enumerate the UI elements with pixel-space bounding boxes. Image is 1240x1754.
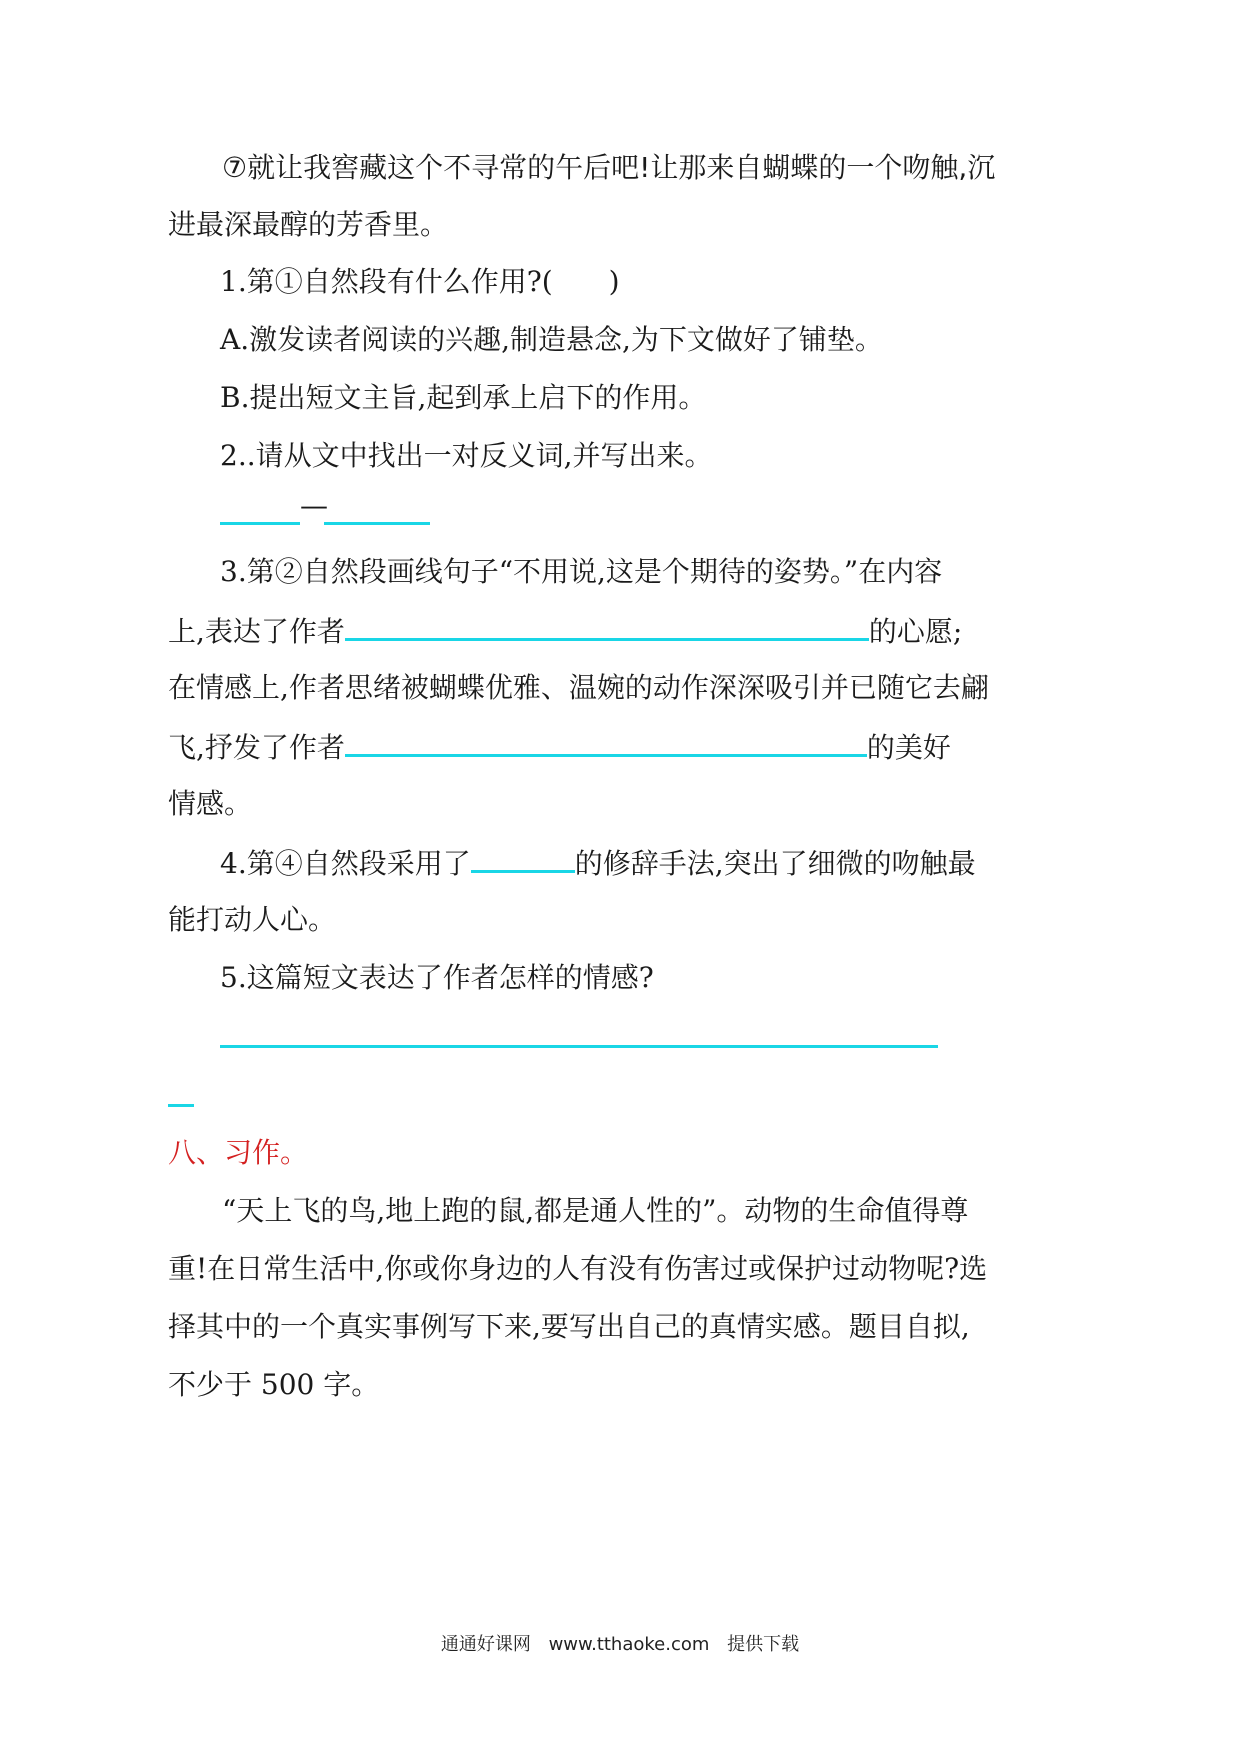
q3-line2-pre: 上,表达了作者	[168, 615, 345, 648]
page-footer	[0, 1630, 1240, 1656]
q3-blank-feeling[interactable]	[345, 726, 867, 757]
footer-note: 提供下载	[727, 1634, 800, 1655]
q1-prompt: 1.第①自然段有什么作用?( )	[220, 265, 620, 298]
passage-p7-line2: 进最深最醇的芳香里。	[168, 208, 449, 241]
q3-line2	[168, 610, 962, 652]
q4-line1-pre: 4.第④自然段采用了	[220, 847, 471, 880]
q1-option-b: B.提出短文主旨,起到承上启下的作用。	[220, 381, 707, 414]
section8-line4: 不少于 500 字。	[168, 1368, 380, 1401]
footer-url[interactable]: www.tthaoke.com	[548, 1634, 710, 1655]
q3-line4-post: 的美好	[866, 731, 951, 764]
footer-site-name: 通通好课网	[440, 1634, 531, 1655]
q4-line1	[220, 842, 976, 884]
q2-answer-blank-2[interactable]	[324, 522, 430, 525]
q5-answer-line[interactable]	[220, 1045, 938, 1048]
passage-p7-line1: ⑦就让我窖藏这个不寻常的午后吧!让那来自蝴蝶的一个吻触,沉	[222, 151, 996, 184]
q4-blank-rhetoric[interactable]	[471, 842, 575, 873]
q3-line5: 情感。	[168, 787, 253, 820]
section8-heading: 八、习作。	[168, 1136, 309, 1169]
section8-line2: 重!在日常生活中,你或你身边的人有没有伤害过或保护过动物呢?选	[168, 1252, 988, 1285]
q3-line3: 在情感上,作者思绪被蝴蝶优雅、温婉的动作深深吸引并已随它去翩	[168, 671, 989, 704]
q3-blank-wish[interactable]	[345, 610, 869, 641]
q5-answer-line-continued[interactable]	[168, 1104, 194, 1107]
q4-line1-post: 的修辞手法,突出了细微的吻触最	[574, 847, 976, 880]
q2-prompt: 2..请从文中找出一对反义词,并写出来。	[220, 439, 713, 472]
q3-line4-pre: 飞,抒发了作者	[168, 731, 345, 764]
q1-option-a: A.激发读者阅读的兴趣,制造悬念,为下文做好了铺垫。	[220, 323, 883, 356]
q5-prompt: 5.这篇短文表达了作者怎样的情感?	[220, 961, 654, 994]
q4-line2: 能打动人心。	[168, 903, 337, 936]
q2-answer-blank-1[interactable]	[220, 522, 300, 525]
q3-line2-post: 的心愿;	[868, 615, 963, 648]
q2-dash: —	[300, 489, 328, 522]
section8-line1: “天上飞的鸟,地上跑的鼠,都是通人性的”。动物的生命值得尊	[222, 1194, 969, 1227]
q3-line4	[168, 726, 951, 768]
q3-line1: 3.第②自然段画线句子“不用说,这是个期待的姿势。”在内容	[220, 555, 943, 588]
section8-line3: 择其中的一个真实事例写下来,要写出自己的真情实感。题目自拟,	[168, 1310, 970, 1343]
